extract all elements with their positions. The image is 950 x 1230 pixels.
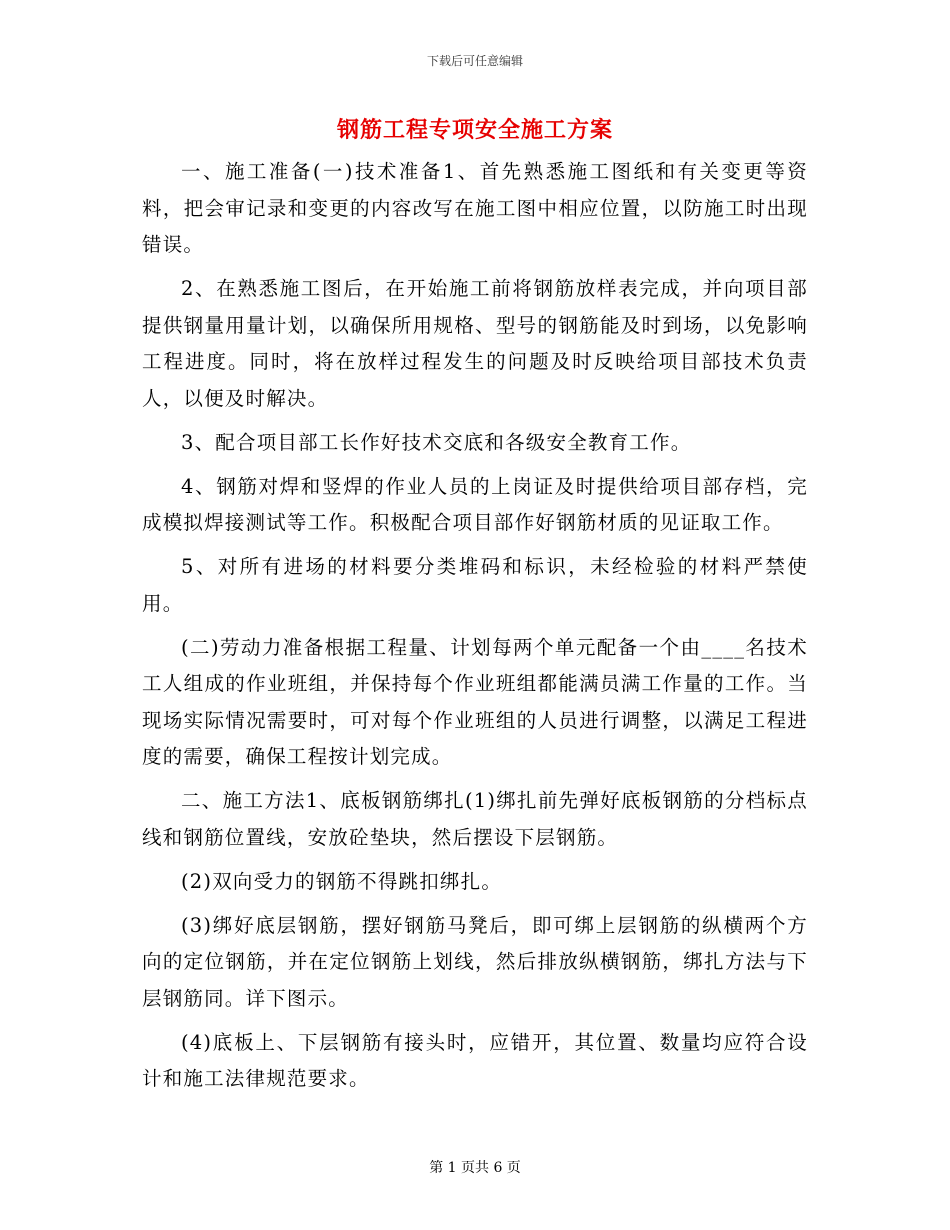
paragraph-4: 4、钢筋对焊和竖焊的作业人员的上岗证及时提供给项目部存档，完成模拟焊接测试等工作。积极配合项目部作好钢筋材质的见证取工作。 <box>142 474 808 534</box>
paragraph-1: 一、施工准备(一)技术准备1、首先熟悉施工图纸和有关变更等资料，把会审记录和变更的内容改写在施工图中相应位置，以防施工时出现错误。 <box>142 160 808 256</box>
paragraph-5: 5、对所有进场的材料要分类堆码和标识，未经检验的材料严禁使用。 <box>142 555 808 615</box>
paragraph-2: 2、在熟悉施工图后，在开始施工前将钢筋放样表完成，并向项目部提供钢量用量计划，以确保所用规格、型号的钢筋能及时到场，以免影响工程进度。同时，将在放样过程发生的问题及时反映给项目部技术负责人，以便及时解决。 <box>142 277 808 410</box>
paragraph-3: 3、配合项目部工长作好技术交底和各级安全教育工作。 <box>181 430 692 454</box>
header-note: 下载后可任意编辑 <box>426 54 523 68</box>
document-title: 钢筋工程专项安全施工方案 <box>336 117 613 143</box>
paragraph-8: (2)双向受力的钢筋不得跳扣绑扎。 <box>181 869 503 893</box>
page-number-footer: 第 1 页共 6 页 <box>429 1160 521 1176</box>
paragraph-10: (4)底板上、下层钢筋有接头时，应错开，其位置、数量均应符合设计和施工法律规范要求。 <box>142 1030 808 1090</box>
paragraph-9: (3)绑好底层钢筋，摆好钢筋马凳后，即可绑上层钢筋的纵横两个方向的定位钢筋，并在定位钢筋上划线，然后排放纵横钢筋，绑扎方法与下层钢筋同。详下图示。 <box>142 913 808 1010</box>
paragraph-6: (二)劳动力准备根据工程量、计划每两个单元配备一个由____名技术工人组成的作业班组，并保持每个作业班组都能满员满工作量的工作。当现场实际情况需要时，可对每个作业班组的人员进行调整，以满足工程进度的需要，确保工程按计划完成。 <box>142 635 808 768</box>
paragraph-7: 二、施工方法1、底板钢筋绑扎(1)绑扎前先弹好底板钢筋的分档标点线和钢筋位置线，安放砼垫块，然后摆设下层钢筋。 <box>142 789 808 849</box>
document-body <box>142 154 808 1105</box>
